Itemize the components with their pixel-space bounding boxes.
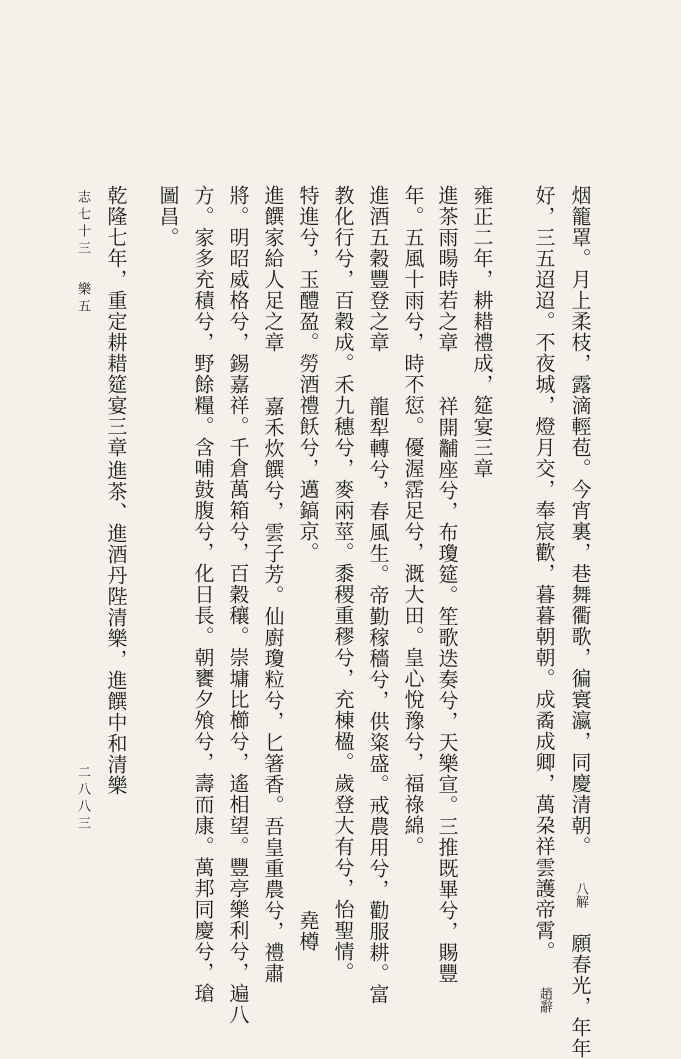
song-3 <box>259 185 287 984</box>
song-head: 進饌家給人足之章 <box>261 185 285 353</box>
text-column: 教化行兮，百穀成。禾九穗兮，麥兩莖。黍稷重穋兮，充棟楹。歲登大有兮，怡聖情。 <box>331 185 355 983</box>
song-1 <box>433 185 461 984</box>
text-column: 好，三五迢迢。不夜城，燈月交，奉宸歡，暮暮朝朝。成矞成卿，萬朶祥雲護帝霄。 趙辭 <box>532 185 556 1013</box>
text-column: 烟籠罩。月上柔枝，露滴輕苞。今宵裏，巷舞衢歌，徧寰瀛，同慶清朝。 八解 願春光，年年 <box>568 185 592 1059</box>
text-column: 年。五風十雨兮，時不愆。優渥霑足兮，溉大田。皇心悅豫兮，福祿綿。 <box>401 185 425 857</box>
song-text: 嘉禾炊饌兮，雲子芳。仙廚瓊粒兮，匕箸香。吾皇重農兮，禮肅 <box>261 396 285 984</box>
song-2 <box>364 185 392 1005</box>
text-column: 特進兮，玉醴盈。勞酒禮飫兮，邁鎬京。 堯樽 <box>296 185 320 952</box>
footer-title: 乾隆七年，重定耕耤筵宴三章 <box>104 185 128 458</box>
note-zhao-ci: 趙辭 <box>537 987 552 1013</box>
section-title: 雍正二年，耕耤禮成，筵宴三章 <box>470 185 494 479</box>
text-column: 圖昌。 <box>156 185 180 248</box>
text-column: 方。家多充積兮，野餘糧。含哺鼓腹兮，化日長。朝饔夕飧兮，壽而康。萬邦同慶兮，瑲 <box>191 185 215 1004</box>
song-head: 進酒五穀豐登之章 <box>366 185 390 353</box>
song-head: 進茶雨暘時若之章 <box>435 185 459 353</box>
song-text: 祥開黼座兮，布瓊筵。笙歌迭奏兮，天樂宣。三推既畢兮，賜豐 <box>435 396 459 984</box>
text-column: 將。明昭威格兮，錫嘉祥。千倉萬箱兮，百穀穰。崇墉比櫛兮，遙相望。豐亭樂利兮，遍八 <box>226 185 250 1025</box>
footer-songs: 進茶、進酒丹陛清樂，進饌中和清樂 <box>104 460 128 796</box>
note-ba-jie: 八解 <box>573 882 588 908</box>
song-end: 堯樽 <box>296 910 320 952</box>
page-number: 二八八三 <box>75 765 90 833</box>
text-column-tail: 願春光，年年 <box>568 933 592 1059</box>
margin-volume: 志七十三 <box>75 190 90 258</box>
song-text: 龍犁轉兮，春風生。帝勤稼穡兮，供粢盛。戒農用兮，勸服耕。富 <box>366 396 390 1005</box>
margin-section: 樂五 <box>75 282 90 316</box>
